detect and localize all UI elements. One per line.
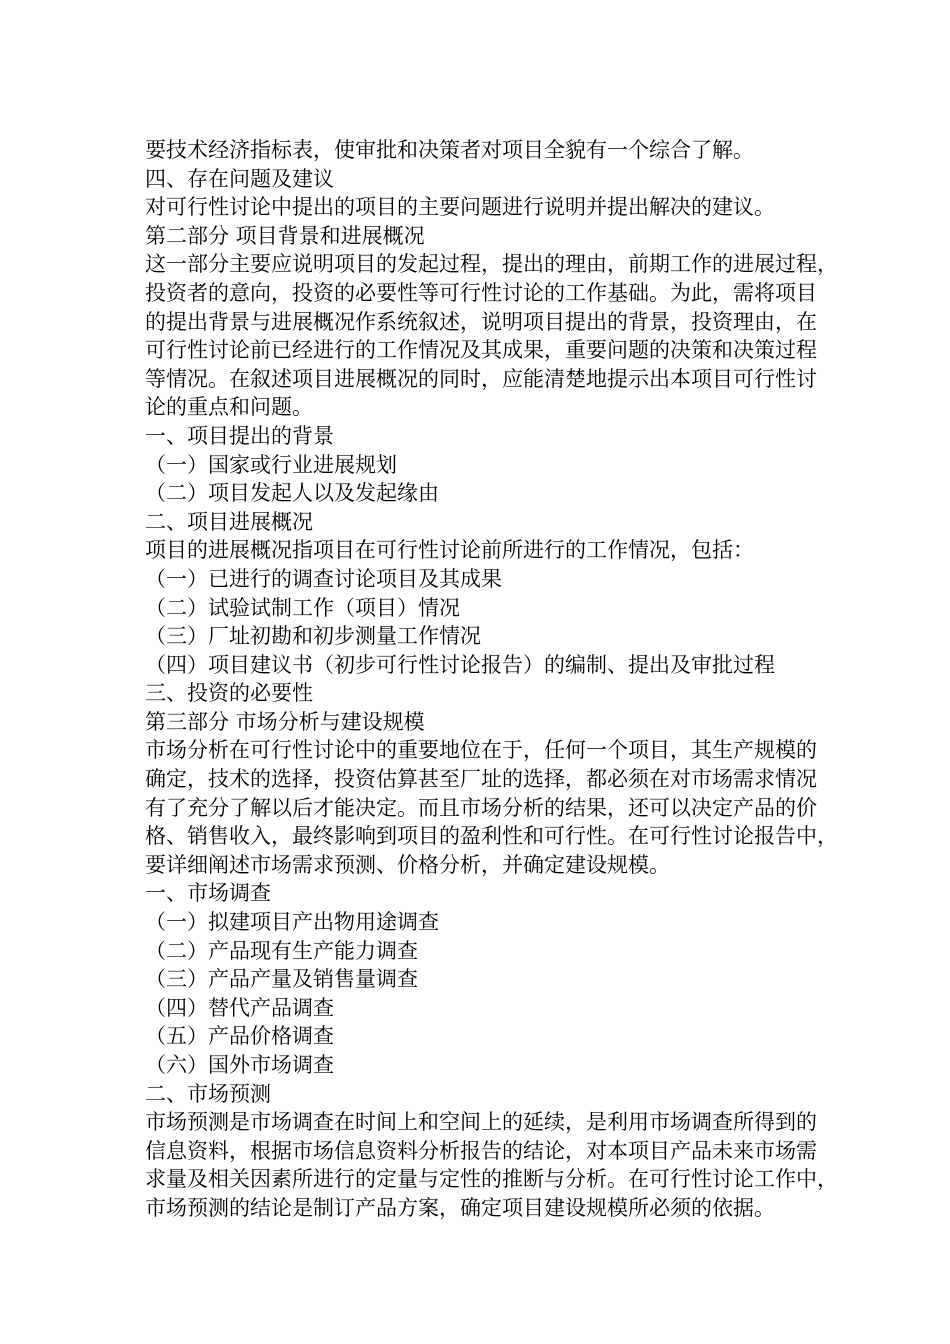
section-heading-h-part-2 [145,222,875,251]
list-item-item-3-1-2 [145,937,875,966]
text-line: （二）项目发起人以及发起缘由 [145,481,439,506]
list-item-item-3-1-1 [145,908,875,937]
text-line: 一、项目提出的背景 [145,423,334,448]
text-line: 有了充分了解以后才能决定。而且市场分析的结果，还可以决定产品的价 [145,795,817,820]
section-heading-h-part-3 [145,708,875,737]
paragraph-p4 [145,536,875,565]
text-line: 市场分析在可行性讨论中的重要地位在于，任何一个项目，其生产规模的 [145,738,817,763]
text-line: 三、投资的必要性 [145,681,313,706]
text-line: （六）国外市场调查 [145,1053,334,1077]
text-line: 一、市场调查 [145,881,271,906]
text-line: 要详细阐述市场需求预测、价格分析，并确定建设规模。 [145,852,670,877]
section-heading-h-2-3 [145,679,875,708]
section-heading-h-2-2 [145,508,875,537]
list-item-item-3-1-4 [145,994,875,1023]
text-line: （一）拟建项目产出物用途调查 [145,910,439,935]
text-line: 论的重点和问题。 [145,395,313,420]
text-line: （二）产品现有生产能力调查 [145,938,418,963]
text-line: 要技术经济指标表，使审批和决策者对项目全貌有一个综合了解。 [145,138,754,162]
list-item-item-2-2-3 [145,622,875,651]
text-line: 第三部分 市场分析与建设规模 [145,709,425,734]
text-line: 投资者的意向，投资的必要性等可行性讨论的工作基础。为此，需将项目 [145,280,817,305]
text-line: 二、市场预测 [145,1081,271,1106]
list-item-item-2-1-1 [145,451,875,480]
paragraph-p1 [145,136,875,165]
text-line: 第二部分 项目背景和进展概况 [145,223,425,248]
list-item-item-3-1-3 [145,965,875,994]
text-line: （四）替代产品调查 [145,995,334,1020]
list-item-item-2-2-1 [145,565,875,594]
paragraph-p6 [145,1108,875,1222]
text-line: 二、项目进展概况 [145,509,313,534]
text-line: 这一部分主要应说明项目的发起过程，提出的理由，前期工作的进展过程， [145,252,838,277]
section-heading-h-2-1 [145,422,875,451]
text-line: 的提出背景与进展概况作系统叙述，说明项目提出的背景，投资理由，在 [145,309,817,334]
list-item-item-3-1-5 [145,1022,875,1051]
paragraph-p5 [145,736,875,879]
text-line: （二）试验试制工作（项目）情况 [145,595,460,620]
list-item-item-2-2-2 [145,594,875,623]
text-line: 项目的进展概况指项目在可行性讨论前所进行的工作情况，包括： [145,538,754,563]
text-line: 信息资料，根据市场信息资料分析报告的结论，对本项目产品未来市场需 [145,1138,817,1163]
text-line: 市场预测是市场调查在时间上和空间上的延续，是利用市场调查所得到的 [145,1110,817,1135]
text-line: （三）厂址初勘和初步测量工作情况 [145,624,481,649]
text-line: 确定，技术的选择，投资估算甚至厂址的选择，都必须在对市场需求情况 [145,767,817,792]
section-heading-h-3-2 [145,1080,875,1109]
list-item-item-2-1-2 [145,479,875,508]
text-line: 求量及相关因素所进行的定量与定性的推断与分析。在可行性讨论工作中， [145,1167,838,1192]
text-line: 可行性讨论前已经进行的工作情况及其成果，重要问题的决策和决策过程 [145,338,817,363]
list-item-item-2-2-4 [145,651,875,680]
section-heading-h-3-1 [145,879,875,908]
text-line: 市场预测的结论是制订产品方案，确定项目建设规模所必须的依据。 [145,1195,775,1220]
text-line: （一）国家或行业进展规划 [145,452,397,477]
document-body [145,136,875,1223]
list-item-item-3-1-6 [145,1051,875,1080]
text-line: 对可行性讨论中提出的项目的主要问题进行说明并提出解决的建议。 [145,195,775,220]
paragraph-p2 [145,193,875,222]
text-line: （五）产品价格调查 [145,1024,334,1049]
text-line: （一）已进行的调查讨论项目及其成果 [145,566,502,591]
section-heading-h-section-4 [145,165,875,194]
paragraph-p3 [145,250,875,422]
text-line: 格、销售收入，最终影响到项目的盈利性和可行性。在可行性讨论报告中， [145,824,838,849]
text-line: （四）项目建议书（初步可行性讨论报告）的编制、提出及审批过程 [145,652,775,677]
text-line: （三）产品产量及销售量调查 [145,967,418,992]
text-line: 等情况。在叙述项目进展概况的同时，应能清楚地提示出本项目可行性讨 [145,366,817,391]
text-line: 四、存在问题及建议 [145,166,334,191]
